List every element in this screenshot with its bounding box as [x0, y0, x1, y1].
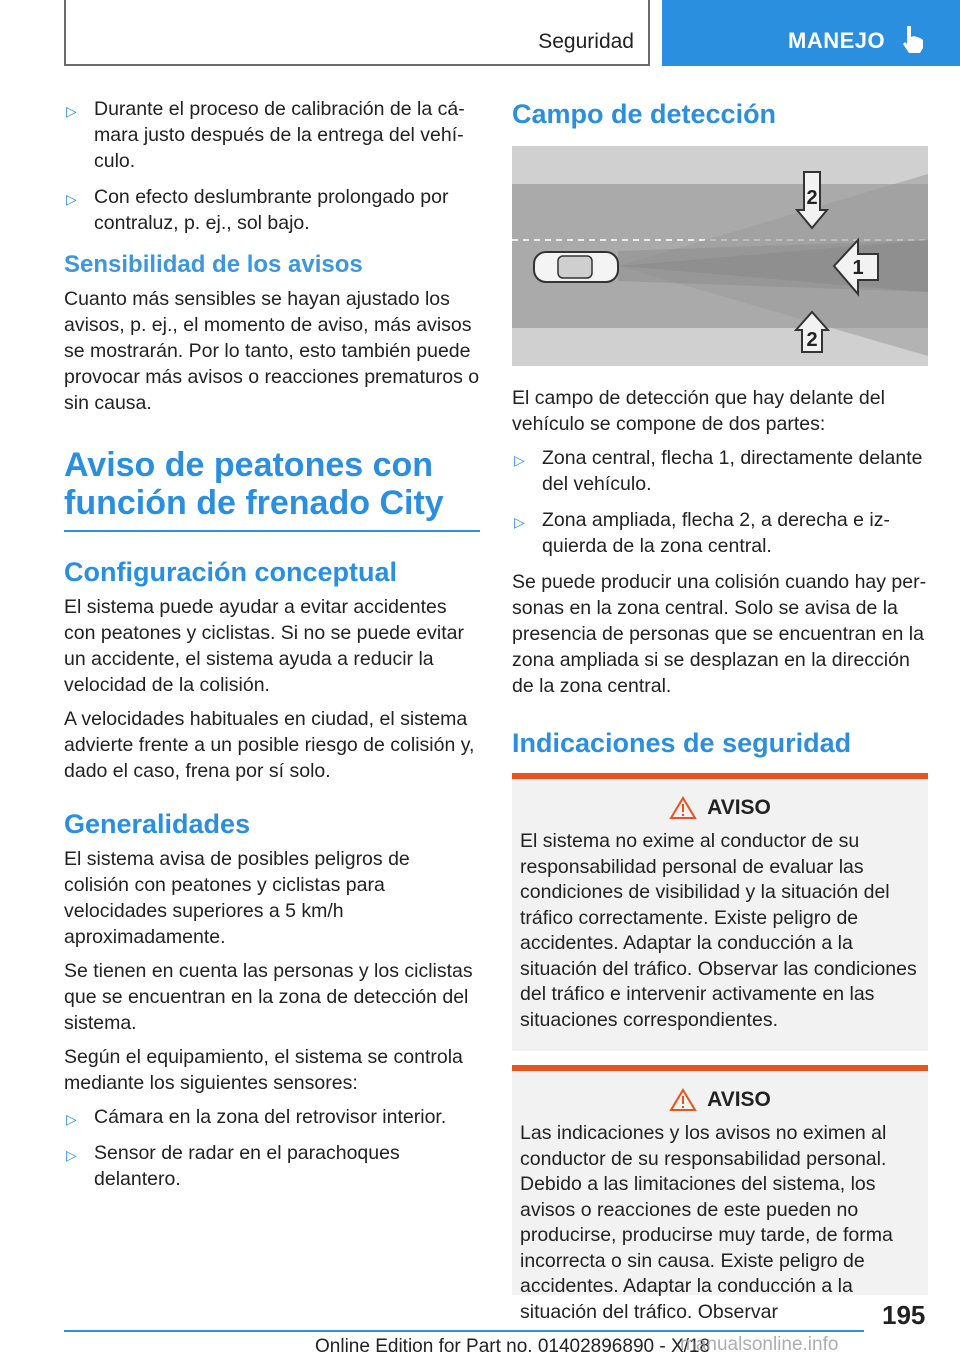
config-paragraph-2: A velocidades habituales en ciudad, el sistema advierte frente a un posible riesgo de colisión y, dado el caso, frena por sí solo. [64, 708, 475, 782]
list-item: ▷ Cámara en la zona del retrovisor interior. [64, 1104, 480, 1130]
triangle-bullet-icon: ▷ [514, 514, 525, 530]
detection-paragraph-2: Se puede producir una colisión cuando hay personas en la zona central. Solo se avisa de la presencia de personas que se encuentran en la zona ampliada si se desplazan en la dirección de la zona central. [512, 571, 927, 697]
list-item: ▷ Sensor de radar en el parachoques delantero. [66, 1142, 400, 1190]
warning-title: AVISO [707, 1088, 771, 1111]
list-item: ▷ Zona ampliada, flecha 2, a derecha e izquierda de la zona central. [514, 509, 890, 557]
sensitivity-text: Cuanto más sensibles se hayan ajustado los avisos, p. ej., el momento de aviso, más avisos se mostrarán. Por lo tanto, esto también puede provocar más avisos o reacciones prematuros o sin causa. [64, 288, 480, 414]
detection-field-diagram [512, 146, 928, 366]
warning-triangle-icon [669, 796, 697, 820]
warning-header [520, 793, 920, 823]
config-paragraph-1: El sistema puede ayudar a evitar accidentes con peatones y ciclistas. Si no se puede evitar un accidente, el sistema ayuda a reducir la velocidad de la colisión. [64, 596, 464, 696]
triangle-bullet-icon: ▷ [66, 103, 77, 119]
footer-edition: Online Edition for Part no. 01402896890 - X/18 [315, 1336, 711, 1357]
footer-divider [64, 1330, 864, 1332]
list-item: ▷ Zona central, flecha 1, directamente delante del vehículo. [514, 447, 923, 495]
list-item: ▷ Con efecto deslumbrante prolongado por contraluz, p. ej., sol bajo. [66, 186, 449, 234]
header-chapter-title: MANEJO [788, 28, 886, 53]
list-item: ▷ Durante el proceso de calibración de la cámara justo después de la entrega del vehículo. [66, 98, 465, 172]
config-heading: Configuración conceptual [64, 557, 398, 587]
bullet-list-top [64, 96, 480, 236]
warning-header [520, 1085, 920, 1115]
triangle-bullet-icon: ▷ [514, 452, 525, 468]
detection-heading: Campo de detección [512, 99, 777, 129]
arrow-label-mid: 1 [852, 257, 864, 279]
general-paragraph-1: El sistema avisa de posibles peligros de colisión con peatones y ciclistas para velocidades superiores a 5 km/h aproximadamente. [64, 848, 410, 948]
arrow-label-top: 2 [806, 187, 818, 209]
main-chapter-title: Aviso de peatones con función de frenado City [64, 446, 480, 532]
warning-title: AVISO [707, 796, 771, 819]
header-section-box [64, 0, 650, 66]
left-column [64, 96, 480, 1202]
arrow-label-bottom: 2 [806, 329, 818, 351]
triangle-bullet-icon: ▷ [66, 1147, 77, 1163]
watermark: manualsonline.info [680, 1334, 839, 1355]
zone-list [512, 445, 928, 559]
warning-text: Las indicaciones y los avisos no eximen al conductor de su responsabilidad personal. Debido a las limitaciones del sistema, los avisos o reacciones de este pueden no producirse, producirse muy tarde, de forma incorrecta o sin causa. Existe peligro de accidentes. Adaptar la conducción a la situación del tráfico. Observar [520, 1122, 893, 1323]
warning-box-1 [512, 773, 928, 1051]
sensor-list [64, 1104, 480, 1192]
warning-text: El sistema no exime al conductor de su responsabilidad personal de evaluar las condiciones de visibilidad y la situación del tráfico correctamente. Existe peligro de accidentes. Adaptar la conducción a la situación del tráfico. Observar las condiciones del tráfico e intervenir activamente en las situaciones correspondientes. [520, 830, 917, 1031]
car-icon [534, 252, 618, 282]
sensitivity-heading: Sensibilidad de los avisos [64, 251, 363, 278]
hand-pointer-icon [898, 24, 926, 54]
general-heading: Generalidades [64, 809, 251, 839]
warning-triangle-icon [669, 1088, 697, 1112]
general-paragraph-3: Según el equipamiento, el sistema se controla mediante los siguientes sensores: [64, 1046, 463, 1094]
triangle-bullet-icon: ▷ [66, 191, 77, 207]
triangle-bullet-icon: ▷ [66, 1111, 77, 1127]
page-number: 195 [882, 1300, 926, 1330]
safety-heading: Indicaciones de seguridad [512, 728, 852, 758]
detection-paragraph-1: El campo de detección que hay delante del vehículo se compone de dos partes: [512, 387, 885, 435]
general-paragraph-2: Se tienen en cuenta las personas y los ciclistas que se encuentran en la zona de detección del sistema. [64, 960, 473, 1034]
header-chapter-tab[interactable] [662, 0, 960, 66]
header-section-title: Seguridad [538, 30, 634, 53]
